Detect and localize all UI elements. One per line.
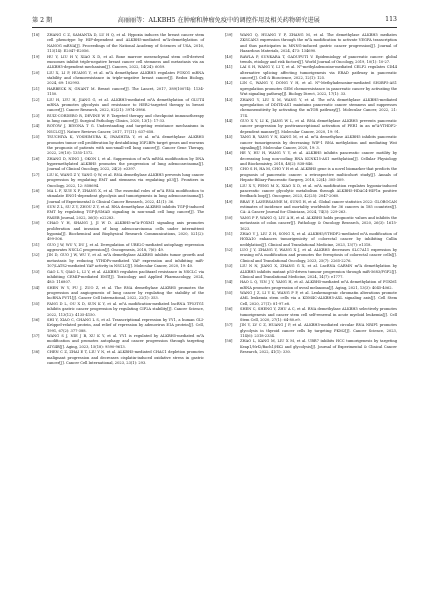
reference-text: FANG D L, OU X D, SUN K Y, et al. m⁶A modification-mediated lncRNA TP53TG1 inhibits gastric cancer progression by regulating CIP2A stability[J]. Cancer Science, 2022, 113(12): 4135-4150. <box>47 301 204 317</box>
reference-entry <box>225 323 397 339</box>
reference-number: [20] <box>32 70 40 75</box>
reference-entry <box>225 280 397 291</box>
reference-entry <box>225 98 397 120</box>
reference-text: JIN D, GUO J W, WU Y, et al. m⁶A demethylase ALKBH5 inhibits tumor growth and metastasis by reducing YTHDFs-mediated YAP expression and inhibiting miR-107/LATS2-mediated YAP activity in NSCLC[J]. Molecular Cancer, 2020, 19: 40. <box>47 253 204 269</box>
reference-entry <box>32 98 204 114</box>
reference-number: [56] <box>225 307 233 312</box>
reference-entry <box>32 189 204 205</box>
reference-text: ZHANG Y, LIU X M, WANG Y, et al. The m⁶A demethylase ALKBH5-mediated upregulation of DDIT4-AS1 maintains pancreatic cancer stemness and suppresses chemosensitivity by activating the mTOR pathway[J]. Molecular Cancer, 2022, 21: 174. <box>240 97 397 118</box>
reference-number: [45] <box>225 135 233 140</box>
reference-number: [55] <box>225 291 233 295</box>
reference-entry <box>225 135 397 151</box>
reference-text: HAO L Q, YIN J Y, YANG H, et al. ALKBH5-mediated m⁶A demethylation of FOXM1 mRNA promotes progression of uveal melanoma[J]. Aging, 2021, 13(3): 4045-4062. <box>240 280 397 290</box>
reference-number: [39] <box>225 33 233 37</box>
reference-number: [48] <box>225 183 233 188</box>
reference-number: [44] <box>225 119 233 123</box>
reference-text: SHEN W Y, PU J, ZUO Z, et al. The RNA demethylase ALKBH5 promotes the progression and angiogenesis of lung cancer by regulating the stability of the lncRNA PVT1[J]. Cancer Cell International, 2022, 22(1): 353. <box>47 285 204 301</box>
reference-entry <box>225 339 397 355</box>
reference-text: BRAY F, LAVERSANNE M, SUNG H, et al. Global cancer statistics 2022: GLOBOCAN estimates of incidence and mortality worldwide for 36 cancers in 185 countries[J]. CA: A Cancer Journal for Clinicians, 2024, 74(3): 229-263. <box>240 199 397 215</box>
reference-number: [58] <box>225 339 233 344</box>
reference-number: [41] <box>225 65 233 70</box>
reference-entry <box>32 286 204 302</box>
issue-label: 第 2 期 <box>32 16 53 24</box>
reference-text: WANG S J, NIE J B, XU K Y, et al. YY1 is regulated by ALKBH5-mediated m⁶A modification and promotes autophagy and cancer progression through targeting ATG4B[J]. Aging, 2023, 15(18): 9590-9613. <box>47 334 204 349</box>
reference-number: [40] <box>225 54 233 59</box>
reference-number: [24] <box>32 124 40 129</box>
reference-text: GUO X Y, LI K, JIANG W L, et al. RNA demethylase ALKBH5 prevents pancreatic cancer progression by posttranscriptional activation of PER1 in an m⁶A-YTHDF2-dependent manner[J]. Molecular Cancer, 2020, 19: 91. <box>240 119 397 134</box>
reference-text: LIU X Y, FENG M X, XIAO X D, et al. m⁶A modification regulates hypoxia-induced pancreatic cancer glycolytic metabolism through ALKBH5-HDAC4-HIF1α positive feedback loop[J]. Oncogene, 2023, 42(25): 2047-2060. <box>240 183 397 199</box>
reference-entry <box>225 167 397 183</box>
reference-entry <box>32 350 204 366</box>
reference-number: [54] <box>225 280 233 285</box>
reference-text: ZHANG D, NING J, OKON I, et al. Suppression of m⁶A mRNA modification by DNA hypermethylated ALKBH5 promotes the progression of lung adenocarcinoma[J]. Journal of Clinical Oncology, 2022, 24(2): e3397. <box>47 156 204 172</box>
references-right-column <box>225 33 397 356</box>
reference-entry <box>225 33 397 55</box>
reference-number: [29] <box>32 205 40 209</box>
reference-text: MA L F, XUE X F, ZHANG X, et al. The essential roles of m⁶A RNA modification to stimulate ENO1-dependent glycolysis and tumorigenesis in lung adenocarcinoma[J]. Journal of Experimental & Clinical Cancer Research, 2022, 41(1): 36. <box>47 188 204 204</box>
reference-entry <box>225 65 397 81</box>
reference-entry <box>225 184 397 200</box>
reference-entry <box>225 81 397 97</box>
reference-entry <box>32 55 204 71</box>
reference-entry <box>32 334 204 350</box>
reference-entry <box>32 71 204 87</box>
reference-number: [43] <box>225 97 233 102</box>
reference-number: [28] <box>32 188 40 193</box>
reference-number: [37] <box>32 334 40 338</box>
running-header <box>32 12 397 26</box>
reference-entry <box>32 87 204 98</box>
reference-text: HARBECK N, GNANT M. Breast cancer[J]. The Lancet, 2017, 389(10074): 1134-1150. <box>47 86 204 97</box>
reference-number: [30] <box>32 221 40 226</box>
reference-entry <box>32 124 204 135</box>
reference-text: ROTOW J, BIVONA T G. Understanding and targeting resistance mechanisms in NSCLC[J]. Nature Reviews Cancer, 2017, 17(11): 637-658. <box>47 124 204 134</box>
reference-number: [53] <box>225 264 233 269</box>
reference-text: LIU H, LYU H, JIANG G, et al. ALKBH5-mediated m⁶A demethylation of GLUT4 mRNA promotes glycolysis and resistance to HER2-targeted therapy in breast cancer[J]. Cancer Research, 2022, 82(21): 3974-3986. <box>47 97 204 113</box>
reference-text: CHAO Y H, SHANG J, JI W D. ALKBH5-m⁶A-FOXM1 signaling axis promotes proliferation and invasion of lung adenocarcinoma cells under intermittent hypoxia[J]. Biochemical and Biophysical Research Communications, 2020, 521(2): 499-506. <box>47 221 204 242</box>
reference-entry <box>225 200 397 216</box>
reference-entry <box>32 243 204 254</box>
reference-text: GAO L Y, QIAO L, LI Y, et al. ALKBH5 regulates paclitaxel resistance in NSCLC via inhibiting CEMIP-mediated EMT[J]. Toxicology and Applied Pharmacology, 2024, 483: 116807. <box>47 269 204 285</box>
reference-text: HU Y, LIU H Y, XIAO X D, et al. Bone marrow mesenchymal stem cell-derived exosomes inhibit triple-negative breast cancer cell stemness and metastasis via an ALKBH5-dependent mechanism[J]. Cancers, 2022, 14(24): 6059. <box>47 54 204 70</box>
reference-text: SUN Z L, SU Z Y, ZHOU Z Y, et al. RNA demethylase ALKBH5 inhibits TGF-β-induced EMT by regulating TGF-β/SMAD signaling in non-small cell lung cancer[J]. The FASEB Journal, 2022, 36(5): e22283. <box>47 205 204 220</box>
reference-number: [23] <box>32 113 40 118</box>
reference-text: SHI Y, XIAO C, CHANG L S, et al. Transcriptional repression by YY1, a human GLI-Krüppel-related protein, and relief of repression by adenovirus E1A protein[J]. Cell, 1991, 67(2): 377-388. <box>47 317 204 333</box>
reference-entry <box>32 318 204 334</box>
reference-text: WANG J Z, LI Y K, WANG P P, et al. Leukemogenic chromatin alterations promote AML leukemia stem cells via a KDM4C-ALKBH5-AXL signaling axis[J]. Cell Stem Cell, 2020, 27(1): 81-97.e8. <box>240 291 397 306</box>
reference-entry <box>32 253 204 269</box>
reference-text: ZHAO L, KANG M, LIU X M, et al. UBR7 inhibits HCC tumorigenesis by targeting Keap1/Nrf2/Bach1/HK2 and glycolysis[J]. Journal of Experimental & Clinical Cancer Research, 2022, 41(1): 330. <box>240 339 397 355</box>
reference-text: CHO S H, HA M, CHO Y H et al. ALKBH5 gene is a novel biomarker that predicts the prognosis of pancreatic cancer: a retrospective multicohort study[J]. Annals of Hepato-Biliary-Pancreatic Surgery, 2018, 22(4): 305-309. <box>240 167 397 183</box>
reference-entry <box>32 221 204 243</box>
reference-entry <box>225 216 397 232</box>
reference-entry <box>32 135 204 157</box>
reference-number: [50] <box>225 215 233 220</box>
reference-number: [36] <box>32 317 40 322</box>
reference-number: [47] <box>225 167 233 172</box>
running-title: 高丽丽等：ALKBH5 在肿瘤和肿瘤免疫中的调控作用及相关药物研究进展 <box>117 16 320 24</box>
reference-text: RUIZ-CORDERO R, DEVINE W P. Targeted therapy and checkpoint immunotherapy in lung cancer[J]. Surgical Pathology Clinics, 2020, 13(1): 17-33. <box>47 113 204 123</box>
reference-text: ZHANG C Z, SAMANTA D, LU H Q, et al. Hypoxia induces the breast cancer stem cell phenotype by HIF-dependent and ALKBH5-mediated m⁶A-demethylation of NANOG mRNA[J]. Proceedings of the National Academy of Sciences of USA, 2016, 113(14): E2047-E2056. <box>47 33 204 54</box>
reference-entry <box>32 33 204 55</box>
reference-text: LUO J Y, ZHANG Y, WANG X J, et al. ALKBH5 decreases SLC7A11 expression by erasing m⁶A modification and promotes the ferroptosis of colorectal cancer cells[J]. Clinical and Translational Oncology, 2023, 25(7): 2265-2276. <box>240 248 397 263</box>
reference-number: [25] <box>32 135 40 140</box>
reference-text: RAWLA P, SUNKARA T, GADUPUTI V. Epidemiology of pancreatic cancer: global trends, etiology and risk factors[J]. World Journal of Oncology, 2019, 10(1): 10-27. <box>240 54 397 64</box>
reference-number: [31] <box>32 242 40 247</box>
reference-number: [51] <box>225 231 233 236</box>
reference-number: [52] <box>225 248 233 252</box>
reference-entry <box>32 302 204 318</box>
reference-number: [22] <box>32 97 40 102</box>
page-number: 113 <box>385 15 397 23</box>
reference-number: [18] <box>32 33 40 37</box>
reference-text: ZHAO Y J, LIU Z H, SONG X, et al. ALKBH5/YTHDF2-mediated m⁶A modification of HOXA10 enhances tumorigenicity of colorectal cancer by inhibiting Cullin neddylation[J]. Clinical and Translational Medicine, 2023, 13(7): e1318. <box>240 231 397 247</box>
reference-entry <box>225 55 397 66</box>
reference-text: JIN Y, LV C Z, HUANG J P, et al. ALKBH5-mediated circular RNA NRIP1 promotes glycolysis in thyroid cancer cells by targeting PKM2[J]. Cancer Science, 2023, 114(6): 2318-2334. <box>240 323 397 338</box>
reference-text: GUO J W, WU Y, DU J, et al. Deregulation of UBE2C-mediated autophagy repression aggravates NSCLC progression[J]. Oncogenesis, 2018, 7(6): 49. <box>47 242 204 252</box>
reference-entry <box>32 205 204 221</box>
reference-text: SHEN C, SHENG Y, ZHU A C, et al. RNA demethylase ALKBH5 selectively promotes tumorigenesis and cancer stem cell self-renewal in acute myeloid leukemia[J]. Cell Stem Cell, 2020, 27(1): 64-80.e9. <box>240 307 397 322</box>
reference-entry <box>225 119 397 135</box>
reference-entry <box>32 157 204 173</box>
reference-text: LIU K, WANG Z Y, YANG Q W, et al. RNA demethylase ALKBH5 prevents lung cancer progression by regulating EMT and stemness via regulating p53[J]. Frontiers in Oncology, 2022, 12: 858694. <box>47 172 204 188</box>
reference-text: HE Y, HU H, WANG Y Y, et al. ALKBH5 inhibits pancreatic cancer motility by decreasing long non-coding RNA KCNK15-AS1 methylation[J]. Cellular Physiology and Biochemistry, 2018, 48(2): 838-846. <box>240 151 397 166</box>
reference-entry <box>225 248 397 264</box>
reference-number: [21] <box>32 86 40 91</box>
references-left-column <box>32 33 204 366</box>
reference-number: [27] <box>32 172 40 177</box>
reference-text: YANG P F, WANG Q, LIU A H, et al. ALKBH5 holds prognostic values and inhibits the metastasis of colon cancer[J]. Pathology & Oncology Research, 2020, 26(3): 1615-1623. <box>240 215 397 231</box>
reference-text: WANG Q, HUANG Y F, ZHANG M, et al. The demethylase ALKBH5 mediates ZKSCAN3 expression through the m⁶A modification to activate VEGFA transcription and thus participates in MNNG-induced gastric cancer progression[J]. Journal of Hazardous Materials, 2024, 473: 134690. <box>240 33 397 54</box>
reference-entry <box>32 114 204 125</box>
reference-entry <box>32 270 204 286</box>
reference-number: [46] <box>225 151 233 156</box>
header-rule <box>32 27 397 28</box>
reference-text: LIU X, LI P, HUANG Y, et al. m⁶A demethylase ALKBH5 regulates FOXO1 mRNA stability and chemoresistance in triple-negative breast cancer[J]. Redox Biology, 2024, 69: 102993. <box>47 70 204 86</box>
reference-number: [49] <box>225 199 233 204</box>
reference-number: [26] <box>32 156 40 161</box>
reference-text: LAI S H, WANG Y, LI T, et al. N⁶-methyladenosine-mediated CELF2 regulates CD44 alternative splicing affecting tumorigenesis via ERAD pathway in pancreatic cancer[J]. Cell & Bioscience, 2022, 12(1): 125. <box>240 65 397 80</box>
reference-number: [19] <box>32 54 40 59</box>
reference-text: TSUCHIYA K, YOSHIMURA K, IWASHITA Y, et al. m⁶A demethylase ALKBH5 promotes tumor cell proliferation by destabilizing IGF2BPs target genes and worsens the prognosis of patients with non-small-cell lung cancer[J]. Cancer Gene Therapy, 2022, 29(10): 1355-1372. <box>47 135 204 156</box>
reference-number: [42] <box>225 81 233 86</box>
reference-number: [33] <box>32 269 40 274</box>
reference-text: TANG B, YANG Y N, KANG M, et al. m⁶A demethylase ALKBH5 inhibits pancreatic cancer tumorigenesis by decreasing WIF-1 RNA methylation and mediating Wnt signaling[J]. Molecular Cancer, 2020, 19: 3. <box>240 135 397 150</box>
reference-number: [34] <box>32 285 40 290</box>
reference-text: LIN C, WANG Y, DONG Y H, et al. N⁶-Methyladenosine-mediated SH3BP5-AS1 upregulation promotes GEM chemoresistance in pancreatic cancer by activating the Wnt signaling pathway[J]. Biology Direct, 2022, 17(1): 33. <box>240 81 397 97</box>
reference-entry <box>225 264 397 280</box>
reference-number: [38] <box>32 350 40 355</box>
reference-entry <box>225 307 397 323</box>
reference-entry <box>225 232 397 248</box>
reference-entry <box>225 151 397 167</box>
reference-text: CHEN C Z, ZHAI E T, LIU Y N, et al. ALKBH5-mediated CHAC1 depletion promotes malignant progression and decreases cisplatin-induced oxidative stress in gastric cancer[J]. Cancer Cell International, 2023, 23(1): 293. <box>47 350 204 365</box>
reference-number: [57] <box>225 323 233 328</box>
reference-entry <box>225 291 397 307</box>
reference-number: [35] <box>32 301 40 306</box>
reference-text: LIU N N, JIANG X, ZHANG G X, et al. LncRNA CARMN m⁶A demethylation by ALKBH5 inhibits mutant p53-driven tumour progression through miR-5683/FGF2[J]. Clinical and Translational Medicine, 2024, 14(7): e1777. <box>240 264 397 279</box>
reference-number: [32] <box>32 253 40 258</box>
reference-entry <box>32 173 204 189</box>
